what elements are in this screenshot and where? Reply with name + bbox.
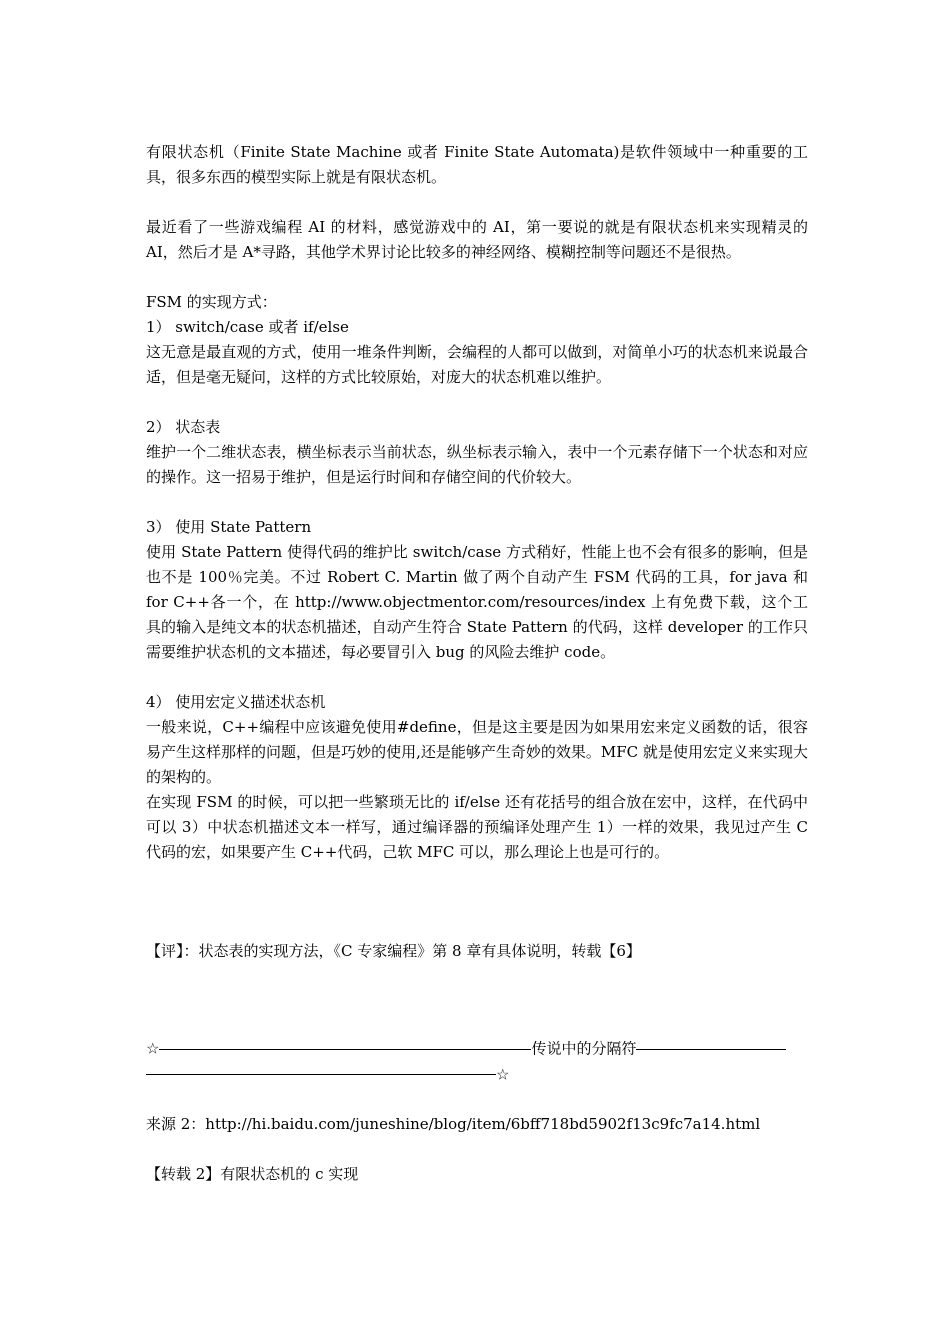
spacer	[146, 964, 808, 1036]
divider-label: 传说中的分隔符	[531, 1039, 637, 1058]
spacer	[146, 1087, 808, 1112]
source-line: 来源 2：http://hi.baidu.com/juneshine/blog/item/6bff718bd5902f13c9fc7a14.html	[146, 1115, 761, 1133]
method-3-title: 3） 使用 State Pattern	[146, 518, 312, 536]
divider-rule	[159, 1049, 531, 1050]
document-page	[146, 140, 808, 1187]
spacer	[146, 865, 808, 939]
spacer	[146, 265, 808, 290]
method-4-body: 一般来说，C++编程中应该避免使用#define，但是这主要是因为如果用宏来定义函数的话，很容易产生这样那样的问题，但是巧妙的使用,还是能够产生奇妙的效果。MFC 就是使用宏定义来实现大的架构的。	[146, 718, 808, 786]
comment-line	[146, 939, 808, 964]
divider-rule	[636, 1049, 786, 1050]
comment-label: 【评】	[146, 942, 184, 960]
method-4-body-continued: 在实现 FSM 的时候，可以把一些繁琐无比的 if/else 还有花括号的组合放在宏中，这样，在代码中可以 3）中状态机描述文本一样写，通过编译器的预编译处理产生 1）一样的效果，我见过产生 C 代码的宏，如果要产生 C++代码，己软 MFC 可以，那么理论上也是可行的。	[146, 793, 808, 861]
method-4-title: 4） 使用宏定义描述状态机	[146, 693, 326, 711]
star-icon: ☆	[146, 1039, 160, 1058]
star-icon: ☆	[496, 1065, 510, 1083]
spacer	[146, 490, 808, 515]
comment-text: ：状态表的实现方法，《C 专家编程》第 8 章有具体说明，转载【6】	[183, 942, 641, 960]
spacer	[146, 665, 808, 690]
method-2-title: 2） 状态表	[146, 418, 221, 436]
fsm-heading: FSM 的实现方式：	[146, 293, 277, 311]
spacer	[146, 190, 808, 215]
intro-paragraph-2: 最近看了一些游戏编程 AI 的材料，感觉游戏中的 AI，第一要说的就是有限状态机来实现精灵的 AI，然后才是 A*寻路，其他学术界讨论比较多的神经网络、模糊控制等问题还不是很热。	[146, 218, 808, 261]
spacer	[146, 390, 808, 415]
divider-rule	[146, 1074, 496, 1075]
method-1-title: 1） switch/case 或者 if/else	[146, 318, 349, 336]
intro-paragraph-1: 有限状态机（Finite State Machine 或者 Finite State Automata)是软件领域中一种重要的工具，很多东西的模型实际上就是有限状态机。	[146, 143, 808, 186]
method-1-body: 这无意是最直观的方式，使用一堆条件判断，会编程的人都可以做到，对简单小巧的状态机来说最合适，但是毫无疑问，这样的方式比较原始，对庞大的状态机难以维护。	[146, 343, 808, 386]
method-2-body: 维护一个二维状态表，横坐标表示当前状态，纵坐标表示输入，表中一个元素存储下一个状态和对应的操作。这一招易于维护，但是运行时间和存储空间的代价较大。	[146, 443, 808, 486]
separator-line-1	[146, 1036, 808, 1062]
method-3-body: 使用 State Pattern 使得代码的维护比 switch/case 方式稍好，性能上也不会有很多的影响，但是也不是 100％完美。不过 Robert C. Martin 做了两个自动产生 FSM 代码的工具，for java 和 for C++各一个，在 http://www.objectmentor.com/resources/index 上有免费下载，这个工具的输入是纯文本的状态机描述，自动产生符合 State Pattern 的代码，这样 developer 的工作只需要维护状态机的文本描述，每必要冒引入 bug 的风险去维护 code。	[146, 543, 808, 661]
spacer	[146, 1137, 808, 1162]
repost-heading: 【转载 2】有限状态机的 c 实现	[146, 1165, 359, 1183]
separator-line-2	[146, 1062, 808, 1088]
